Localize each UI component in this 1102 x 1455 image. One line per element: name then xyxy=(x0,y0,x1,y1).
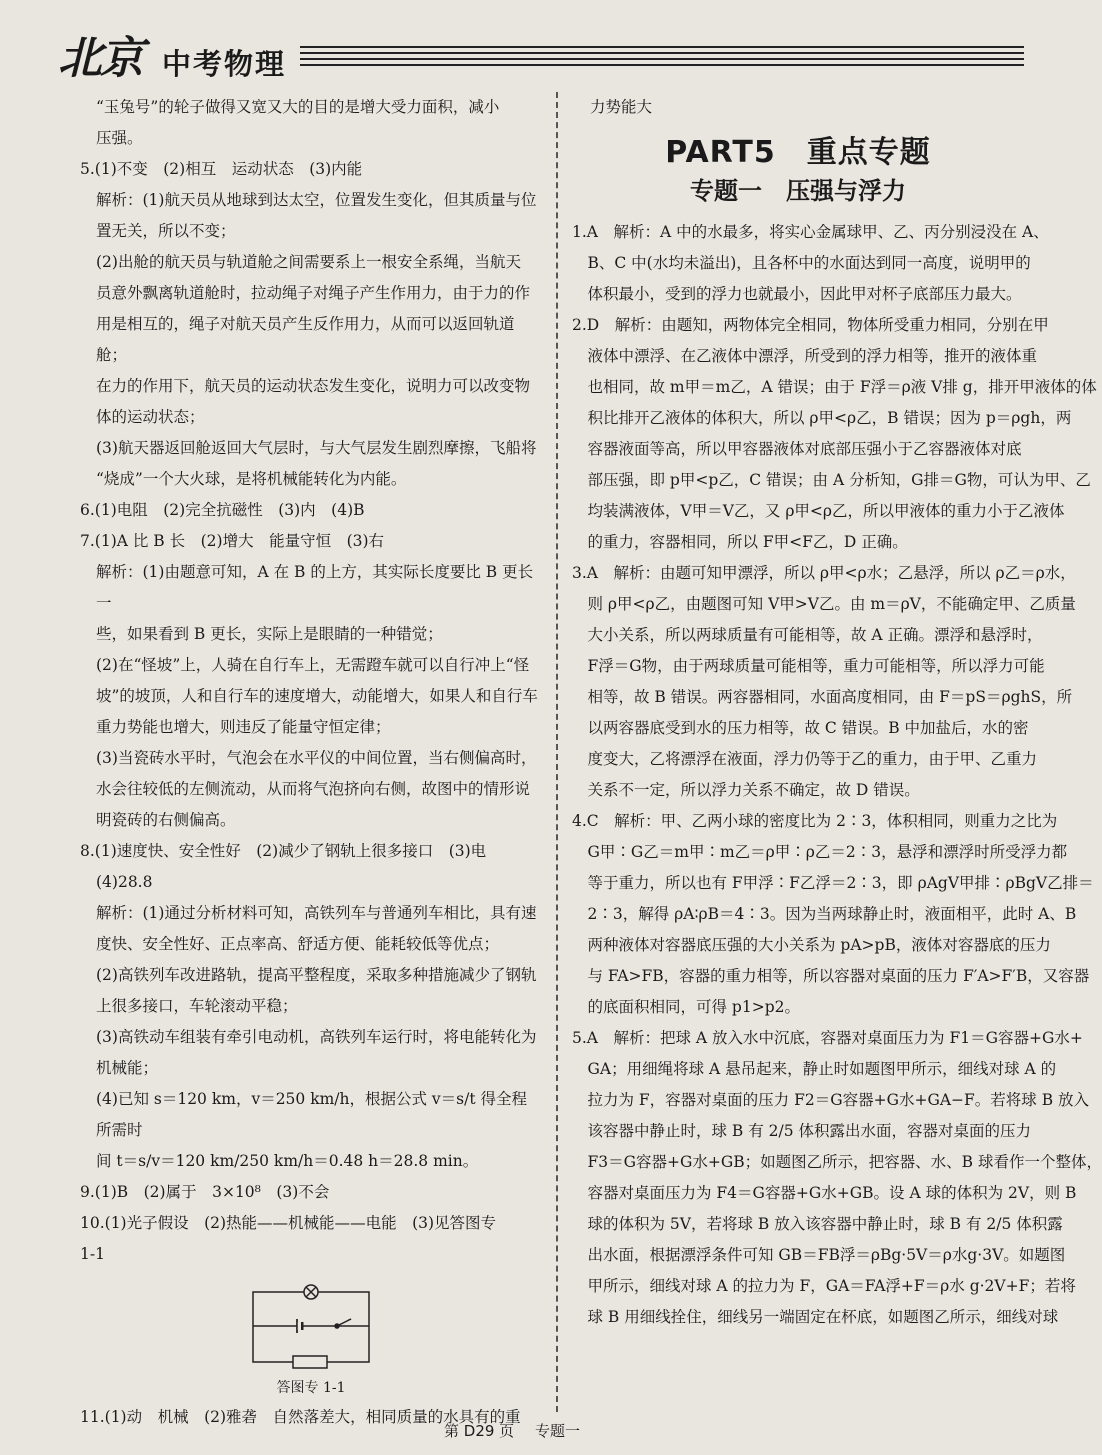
page-number: 第 D29 页 xyxy=(444,1422,515,1440)
text-line: 2∶3，解得 ρA∶ρB＝4∶3。因为当两球静止时，液面相平，此时 A、B xyxy=(572,905,1077,923)
text-line: 力势能大 xyxy=(590,98,653,116)
text-line: 则 ρ甲<ρ乙，由题图可知 V甲>V乙。由 m＝ρV，不能确定甲、乙质量 xyxy=(572,595,1076,613)
text-line: 部压强，即 p甲<p乙，C 错误；由 A 分析知，G排＝G物，可认为甲、乙 xyxy=(572,471,1091,489)
text-line: 积比排开乙液体的体积大，所以 ρ甲<ρ乙，B 错误；因为 p＝ρgh，两 xyxy=(572,409,1072,427)
text-line: 压强。 xyxy=(96,129,143,147)
text-line: F3＝G容器+G水+GB；如题图乙所示，把容器、水、B 球看作一个整体， xyxy=(572,1153,1102,1171)
circuit-diagram xyxy=(241,1276,381,1376)
text-line: “玉兔号”的轮子做得又宽又大的目的是增大受力面积，减小 xyxy=(96,98,500,116)
text-line: 些，如果看到 B 更长，实际上是眼睛的一种错觉； xyxy=(96,625,443,643)
text-line: 的底面积相同，可得 p1>p2。 xyxy=(572,998,800,1016)
text-line: F浮＝G物，由于两球质量可能相等，重力可能相等，所以浮力可能 xyxy=(572,657,1045,675)
text-line: 解析：(1)通过分析材料可知，高铁列车与普通列车相比，具有速 xyxy=(96,904,537,922)
text-line: (2)出舱的航天员与轨道舱之间需要系上一根安全系绳，当航天 xyxy=(96,253,521,271)
text-line: 员意外飘离轨道舱时，拉动绳子对绳子产生作用力，由于力的作 xyxy=(96,284,531,302)
text-line: 以两容器底受到水的压力相等，故 C 错误。B 中加盐后，水的密 xyxy=(572,719,1029,737)
text-line: 大小关系，所以两球质量有可能相等，故 A 正确。漂浮和悬浮时， xyxy=(572,626,1043,644)
text-line: 1-1 xyxy=(80,1245,105,1263)
text-line: 1.A 解析：A 中的水最多，将实心金属球甲、乙、丙分别浸没在 A、 xyxy=(572,223,1049,241)
text-line: 6.(1)电阻 (2)完全抗磁性 (3)内 (4)B xyxy=(80,501,365,519)
text-line: (4)已知 s＝120 km，v＝250 km/h，根据公式 v＝s/t 得全程所需时 xyxy=(96,1090,528,1139)
text-line: 置无关，所以不变； xyxy=(96,222,236,240)
text-line: 5.A 解析：把球 A 放入水中沉底，容器对桌面压力为 F1＝G容器+G水+ xyxy=(572,1029,1083,1047)
text-line: 重力势能也增大，则违反了能量守恒定律； xyxy=(96,718,391,736)
text-line: 9.(1)B (2)属于 3×10⁸ (3)不会 xyxy=(80,1183,330,1201)
text-line: 水会往较低的左侧流动，从而将气泡挤向右侧，故图中的情形说 xyxy=(96,780,531,798)
text-line: 两种液体对容器底压强的大小关系为 pA>pB，液体对容器底的压力 xyxy=(572,936,1051,954)
text-line: 与 FA>FB，容器的重力相等，所以容器对桌面的压力 F′A>F′B，又容器 xyxy=(572,967,1090,985)
text-line: 上很多接口，车轮滚动平稳； xyxy=(96,997,298,1015)
text-line: (2)高铁列车改进路轨，提高平整程度，采取多种措施减少了钢轨 xyxy=(96,966,537,984)
text-line: (2)在“怪坡”上，人骑在自行车上，无需蹬车就可以自行冲上“怪 xyxy=(96,656,530,674)
text-line: 球 B 用细线拴住，细线另一端固定在杯底，如题图乙所示，细线对球 xyxy=(572,1308,1059,1326)
text-line: 也相同，故 m甲＝m乙，A 错误；由于 F浮＝ρ液 V排 g，排开甲液体的体 xyxy=(572,378,1097,396)
left-column xyxy=(80,92,542,1433)
part-title: PART5 重点专题 xyxy=(665,135,931,170)
text-line: 甲所示，细线对球 A 的拉力为 F，GA＝FA浮+F＝ρ水 g·2V+F；若将 xyxy=(572,1277,1076,1295)
topic-title: 专题一 压强与浮力 xyxy=(690,177,906,205)
text-line: 度变大，乙将漂浮在液面，浮力仍等于乙的重力，由于甲、乙重力 xyxy=(572,750,1038,768)
text-line: 2.D 解析：由题知，两物体完全相同，物体所受重力相同，分别在甲 xyxy=(572,316,1049,334)
text-line: 机械能； xyxy=(96,1059,159,1077)
text-line: 拉力为 F，容器对桌面的压力 F2＝G容器+G水+GA−F。若将球 B 放入 xyxy=(572,1091,1090,1109)
text-line: 体的运动状态； xyxy=(96,408,205,426)
text-line: 5.(1)不变 (2)相互 运动状态 (3)内能 xyxy=(80,160,363,178)
text-line: 7.(1)A 比 B 长 (2)增大 能量守恒 (3)右 xyxy=(80,532,385,550)
text-line: 间 t＝s/v＝120 km/250 km/h＝0.48 h＝28.8 min。 xyxy=(96,1152,479,1170)
text-line: 关系不一定，所以浮力关系不确定，故 D 错误。 xyxy=(572,781,920,799)
text-line: 4.C 解析：甲、乙两小球的密度比为 2∶3，体积相同，则重力之比为 xyxy=(572,812,1058,830)
text-line: GA；用细绳将球 A 悬吊起来，静止时如题图甲所示，细线对球 A 的 xyxy=(572,1060,1057,1078)
text-line: 球的体积为 5V，若将球 B 放入该容器中静止时，球 B 有 2/5 体积露 xyxy=(572,1215,1063,1233)
circuit-figure xyxy=(80,1276,542,1400)
text-line: 容器液面等高，所以甲容器液体对底部压强小于乙容器液体对底 xyxy=(572,440,1022,458)
text-line: 10.(1)光子假设 (2)热能——机械能——电能 (3)见答图专 xyxy=(80,1214,497,1232)
text-line: 容器对桌面压力为 F4＝G容器+G水+GB。设 A 球的体积为 2V，则 B xyxy=(572,1184,1077,1202)
text-line: (3)航天器返回舱返回大气层时，与大气层发生剧烈摩擦，飞船将 xyxy=(96,439,537,457)
text-line: 用是相互的，绳子对航天员产生反作用力，从而可以返回轨道舱； xyxy=(96,315,515,364)
text-line: 该容器中静止时，球 B 有 2/5 体积露出水面，容器对桌面的压力 xyxy=(572,1122,1032,1140)
figure-caption: 答图专 1-1 xyxy=(276,1380,346,1396)
header-title: 中考物理 xyxy=(162,47,287,81)
text-line: 明瓷砖的右侧偏高。 xyxy=(96,811,236,829)
text-line: 坡”的坡顶，人和自行车的速度增大，动能增大，如果人和自行车 xyxy=(96,687,538,705)
logo: 北京 xyxy=(58,33,142,84)
text-line: 均装满液体，V甲＝V乙，又 ρ甲<ρ乙，所以甲液体的重力小于乙液体 xyxy=(572,502,1065,520)
column-divider xyxy=(556,92,558,1412)
text-line: 的重力，容器相同，所以 F甲<F乙，D 正确。 xyxy=(572,533,908,551)
text-line: 出水面，根据漂浮条件可知 GB＝FB浮＝ρBg·5V＝ρ水g·3V。如题图 xyxy=(572,1246,1066,1264)
text-line: 度快、安全性好、正点率高、舒适方便、能耗较低等优点； xyxy=(96,935,500,953)
text-line: 在力的作用下，航天员的运动状态发生变化，说明力可以改变物 xyxy=(96,377,531,395)
right-column xyxy=(572,92,1102,1333)
text-line: 3.A 解析：由题可知甲漂浮，所以 ρ甲<ρ水；乙悬浮，所以 ρ乙＝ρ水， xyxy=(572,564,1076,582)
text-line: B、C 中(水均未溢出)，且各杯中的水面达到同一高度，说明甲的 xyxy=(572,254,1031,272)
text-line: 液体中漂浮、在乙液体中漂浮，所受到的浮力相等，推开的液体重 xyxy=(572,347,1038,365)
text-line: (3)高铁动车组装有牵引电动机，高铁列车运行时，将电能转化为 xyxy=(96,1028,537,1046)
page-header xyxy=(0,0,1024,90)
header-decoration-lines xyxy=(300,46,1024,72)
text-line: 解析：(1)由题意可知，A 在 B 的上方，其实际长度要比 B 更长一 xyxy=(96,563,534,612)
text-line: 8.(1)速度快、安全性好 (2)减少了钢轨上很多接口 (3)电 xyxy=(80,842,487,860)
text-line: 等于重力，所以也有 F甲浮∶F乙浮＝2∶3，即 ρAgV甲排∶ρBgV乙排＝ xyxy=(572,874,1094,892)
text-line: 解析：(1)航天员从地球到达太空，位置发生变化，但其质量与位 xyxy=(96,191,537,209)
text-line: G甲∶G乙＝m甲∶m乙＝ρ甲∶ρ乙＝2∶3，悬浮和漂浮时所受浮力都 xyxy=(572,843,1068,861)
text-line: (3)当瓷砖水平时，气泡会在水平仪的中间位置，当右侧偏高时， xyxy=(96,749,537,767)
text-line: (4)28.8 xyxy=(96,873,153,891)
text-line: 体积最小，受到的浮力也就最小，因此甲对杯子底部压力最大。 xyxy=(572,285,1022,303)
section-label: 专题一 xyxy=(534,1422,580,1440)
page-footer xyxy=(0,1420,1024,1441)
text-line: 相等，故 B 错误。两容器相同，水面高度相同，由 F＝pS＝ρghS，所 xyxy=(572,688,1073,706)
text-line: “烧成”一个大火球，是将机械能转化为内能。 xyxy=(96,470,407,488)
text-line: 11.(1)动 机械 (2)雅砻 自然落差大，相同质量的水具有的重 xyxy=(80,1408,521,1426)
